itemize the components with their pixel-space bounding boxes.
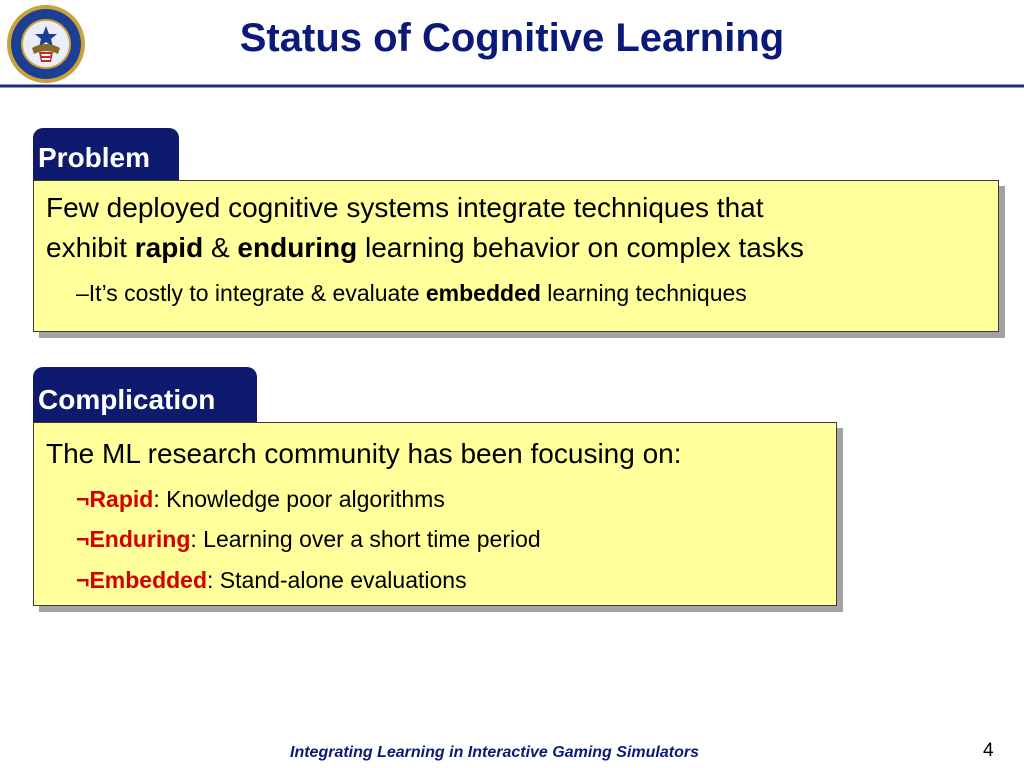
dash-bullet: –	[76, 280, 89, 306]
keyword-rapid: Rapid	[89, 486, 154, 512]
keyword-rapid: rapid	[134, 232, 204, 263]
problem-box	[33, 180, 999, 332]
keyword-enduring: Enduring	[89, 526, 191, 552]
title-divider	[0, 84, 1024, 88]
problem-label: Problem	[38, 142, 151, 173]
not-bullet: ¬	[76, 486, 90, 512]
complication-box	[33, 422, 837, 606]
list-item: ¬Enduring: Learning over a short time period	[76, 526, 541, 552]
problem-tab	[33, 128, 179, 181]
problem-sub-bullet: –It’s costly to integrate & evaluate embedded learning techniques	[76, 280, 747, 306]
footer-title: Integrating Learning in Interactive Gaming Simulators	[290, 744, 699, 761]
complication-label: Complication	[38, 384, 216, 415]
keyword-embedded: Embedded	[89, 567, 208, 593]
not-bullet: ¬	[76, 567, 90, 593]
complication-intro: The ML research community has been focusing on:	[46, 438, 682, 469]
list-item: ¬Embedded: Stand-alone evaluations	[76, 567, 467, 593]
keyword-embedded: embedded	[425, 280, 541, 306]
keyword-enduring: enduring	[237, 232, 358, 263]
complication-tab	[33, 367, 257, 423]
problem-line-1: Few deployed cognitive systems integrate techniques that	[46, 192, 764, 223]
not-bullet: ¬	[76, 526, 90, 552]
slide-title: Status of Cognitive Learning	[239, 16, 785, 60]
list-item: ¬Rapid: Knowledge poor algorithms	[76, 486, 445, 512]
problem-line-2: exhibit rapid & enduring learning behavior on complex tasks	[46, 232, 804, 263]
page-number: 4	[983, 740, 994, 761]
